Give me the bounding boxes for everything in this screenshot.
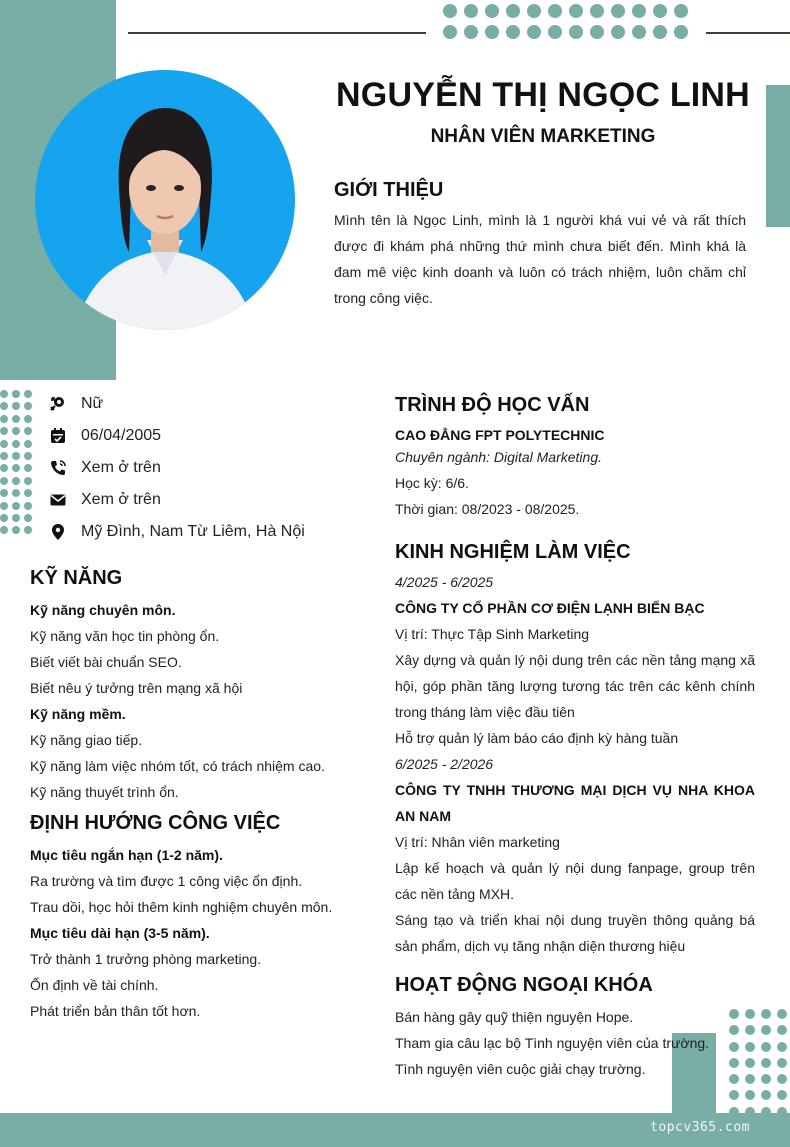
decor-dot xyxy=(777,1025,787,1035)
decor-dot xyxy=(24,526,32,534)
contact-birthday xyxy=(48,420,368,452)
decor-dot xyxy=(632,4,646,18)
decor-dot xyxy=(0,489,8,497)
list-item: Ổn định về tài chính. xyxy=(30,977,159,993)
job-title: NHÂN VIÊN MARKETING xyxy=(430,126,656,147)
job-position: Vị trí: Nhân viên marketing xyxy=(395,834,560,850)
contact-list xyxy=(48,388,368,548)
decor-dot xyxy=(0,402,8,410)
decor-dot xyxy=(569,4,583,18)
goals-heading: ĐỊNH HƯỚNG CÔNG VIỆC xyxy=(30,812,281,834)
decor-dot xyxy=(12,464,20,472)
goals-long-title: Mục tiêu dài hạn (3-5 năm). xyxy=(30,925,210,941)
decor-dot xyxy=(777,1042,787,1052)
list-item: Tham gia câu lạc bộ Tình nguyện viên của trường. xyxy=(395,1035,710,1051)
list-item: Kỹ năng thuyết trình ổn. xyxy=(30,784,179,800)
decor-dot xyxy=(12,489,20,497)
watermark: topcv365.com xyxy=(650,1120,750,1135)
decor-dot xyxy=(729,1090,739,1100)
decor-dot xyxy=(777,1058,787,1068)
decor-dot xyxy=(12,452,20,460)
contact-phone xyxy=(48,452,368,484)
gender-value: Nữ xyxy=(81,395,104,412)
education-block xyxy=(395,422,755,522)
decor-dot xyxy=(611,4,625,18)
decor-dot xyxy=(674,4,688,18)
address-value: Mỹ Đình, Nam Từ Liêm, Hà Nội xyxy=(81,523,305,540)
activities-list xyxy=(395,1004,755,1082)
decor-dot xyxy=(12,390,20,398)
education-term: Học kỳ: 6/6. xyxy=(395,475,469,491)
decor-dot xyxy=(24,402,32,410)
decor-dot xyxy=(0,390,8,398)
footer-bar xyxy=(0,1113,790,1147)
decor-dot xyxy=(24,415,32,423)
job-position: Vị trí: Thực Tập Sinh Marketing xyxy=(395,626,590,642)
decor-dot xyxy=(632,25,646,39)
list-item: Biết nêu ý tưởng trên mạng xã hội xyxy=(30,680,243,696)
skills-list xyxy=(30,597,360,805)
skills-heading: KỸ NĂNG xyxy=(30,567,123,589)
decor-dot xyxy=(569,25,583,39)
decor-dot xyxy=(527,4,541,18)
header-rule-left xyxy=(128,32,426,34)
education-time: Thời gian: 08/2023 - 08/2025. xyxy=(395,501,580,517)
decor-dot xyxy=(745,1090,755,1100)
contact-email xyxy=(48,484,368,516)
decor-dot xyxy=(0,526,8,534)
experience-block xyxy=(395,569,755,959)
decor-dot xyxy=(24,502,32,510)
decor-dot xyxy=(0,477,8,485)
decor-dot xyxy=(777,1074,787,1084)
decor-dot xyxy=(12,526,20,534)
job-company: CÔNG TY CỔ PHẦN CƠ ĐIỆN LẠNH BIỂN BẠC xyxy=(395,600,705,616)
decor-dot xyxy=(674,25,688,39)
decor-dot xyxy=(0,440,8,448)
decor-dot xyxy=(761,1025,771,1035)
decor-dot xyxy=(12,514,20,522)
list-item: Trau dồi, học hỏi thêm kinh nghiệm chuyên môn. xyxy=(30,899,333,915)
decor-dot xyxy=(0,502,8,510)
skills-hard-title: Kỹ năng chuyên môn. xyxy=(30,602,176,618)
phone-value: Xem ở trên xyxy=(81,459,161,476)
decor-dots-left xyxy=(0,390,32,534)
job-task: Lập kế hoạch và quản lý nội dung fanpage, group trên các nền tảng MXH. xyxy=(395,860,755,902)
list-item: Ra trường và tìm được 1 công việc ổn định. xyxy=(30,873,303,889)
decor-dot xyxy=(24,514,32,522)
list-item: Kỹ năng giao tiếp. xyxy=(30,732,143,748)
decor-dot xyxy=(527,25,541,39)
decor-dot xyxy=(611,25,625,39)
list-item: Bán hàng gây quỹ thiện nguyện Hope. xyxy=(395,1009,634,1025)
decor-dot xyxy=(777,1090,787,1100)
gender-icon xyxy=(48,394,68,414)
decor-dot xyxy=(443,25,457,39)
contact-address xyxy=(48,516,368,548)
decor-dot xyxy=(761,1058,771,1068)
decor-dot xyxy=(24,452,32,460)
decor-dot xyxy=(761,1009,771,1019)
decor-dot xyxy=(12,427,20,435)
decor-dot xyxy=(24,427,32,435)
decor-dot xyxy=(548,25,562,39)
decor-dot xyxy=(590,4,604,18)
decor-dot xyxy=(761,1074,771,1084)
decor-dot xyxy=(485,4,499,18)
job-period: 6/2025 - 2/2026 xyxy=(395,756,494,772)
decor-dot xyxy=(0,415,8,423)
decor-dot xyxy=(0,464,8,472)
decor-dot xyxy=(485,25,499,39)
decor-dot xyxy=(506,25,520,39)
decor-dot xyxy=(548,4,562,18)
list-item: Kỹ năng làm việc nhóm tốt, có trách nhiệm cao. xyxy=(30,758,325,774)
intro-heading: GIỚI THIỆU xyxy=(334,179,444,201)
header-rule-right xyxy=(706,32,790,34)
job-company: CÔNG TY TNHH THƯƠNG MẠI DỊCH VỤ NHA KHOA AN NAM xyxy=(395,782,755,824)
decor-dot xyxy=(0,452,8,460)
decor-dot xyxy=(24,464,32,472)
location-icon xyxy=(48,522,68,542)
education-school: CAO ĐẲNG FPT POLYTECHNIC xyxy=(395,427,605,443)
decor-dot xyxy=(653,25,667,39)
decor-dot xyxy=(0,514,8,522)
decor-dot xyxy=(590,25,604,39)
decor-dot xyxy=(12,477,20,485)
email-value: Xem ở trên xyxy=(81,491,161,508)
decor-dot xyxy=(12,440,20,448)
decor-dot xyxy=(24,489,32,497)
contact-gender xyxy=(48,388,368,420)
decor-dot xyxy=(12,415,20,423)
list-item: Biết viết bài chuẩn SEO. xyxy=(30,654,182,670)
decor-dot xyxy=(0,427,8,435)
job-task: Hỗ trợ quản lý làm báo cáo định kỳ hàng tuần xyxy=(395,730,679,746)
experience-heading: KINH NGHIỆM LÀM VIỆC xyxy=(395,541,631,563)
list-item: Kỹ năng văn học tin phòng ổn. xyxy=(30,628,220,644)
calendar-icon xyxy=(48,426,68,446)
decor-dot xyxy=(506,4,520,18)
portrait-illustration xyxy=(35,70,295,330)
goals-list xyxy=(30,842,360,1024)
decor-dot xyxy=(12,502,20,510)
decor-dot xyxy=(443,4,457,18)
education-major: Chuyên ngành: Digital Marketing. xyxy=(395,449,603,465)
job-period: 4/2025 - 6/2025 xyxy=(395,574,494,590)
birthday-value: 06/04/2005 xyxy=(81,427,162,444)
decor-dot xyxy=(464,25,478,39)
decor-dot xyxy=(761,1090,771,1100)
decor-dot xyxy=(653,4,667,18)
decor-dot xyxy=(24,440,32,448)
phone-icon xyxy=(48,458,68,478)
education-heading: TRÌNH ĐỘ HỌC VẤN xyxy=(395,394,590,416)
email-icon xyxy=(48,490,68,510)
decor-dot xyxy=(24,477,32,485)
job-task: Sáng tạo và triển khai nội dung truyền thông quảng bá sản phẩm, dịch vụ tăng nhận diện thương hiệu xyxy=(395,912,755,954)
intro-text: Mình tên là Ngọc Linh, mình là 1 người khá vui vẻ và rất thích được đi khám phá những thứ mình chưa biết đến. Mình khá là đam mê việc kinh doanh và luôn có trách nhiệm, luôn chăm chỉ trong công việc. xyxy=(334,212,746,306)
goals-short-title: Mục tiêu ngắn hạn (1-2 năm). xyxy=(30,847,223,863)
job-task: Xây dựng và quản lý nội dung trên các nền tảng mạng xã hội, góp phần tăng lượng tương tác trên các kênh chính trong tháng làm việc đầu tiên xyxy=(395,652,755,720)
list-item: Tình nguyện viên cuộc giải chạy trường. xyxy=(395,1061,646,1077)
decor-dot xyxy=(777,1009,787,1019)
profile-photo xyxy=(35,70,295,330)
candidate-name: NGUYỄN THỊ NGỌC LINH xyxy=(336,76,750,114)
decor-dots-top xyxy=(443,4,688,39)
decor-dot xyxy=(761,1042,771,1052)
activities-heading: HOẠT ĐỘNG NGOẠI KHÓA xyxy=(395,974,653,996)
list-item: Phát triển bản thân tốt hơn. xyxy=(30,1003,201,1019)
decor-dot xyxy=(12,402,20,410)
decor-dot xyxy=(464,4,478,18)
skills-soft-title: Kỹ năng mềm. xyxy=(30,706,126,722)
decor-dot xyxy=(24,390,32,398)
list-item: Trở thành 1 trưởng phòng marketing. xyxy=(30,951,262,967)
